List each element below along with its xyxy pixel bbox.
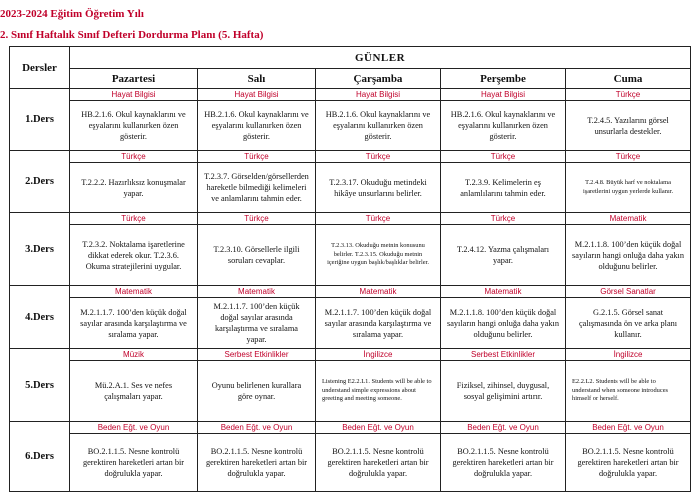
plan-cell xyxy=(198,213,316,286)
plan-cell xyxy=(566,286,691,349)
subject-label: Türkçe xyxy=(70,151,197,163)
subject-label: Hayat Bilgisi xyxy=(198,89,315,101)
objective-text: T.2.3.2. Noktalama işaretlerine dikkat ederek okur. T.2.3.6. Okuma stratejilerini uygular. xyxy=(82,239,185,271)
subject-label: Hayat Bilgisi xyxy=(316,89,440,101)
objective-text: BO.2.1.1.5. Nesne kontrolü gerektiren hareketleri artan bir doğrulukla yapar. xyxy=(452,447,554,478)
document-title: 2023-2024 Eğitim Öğretim Yılı xyxy=(0,8,144,20)
subject-label: Hayat Bilgisi xyxy=(70,89,197,101)
plan-cell xyxy=(566,349,691,422)
objective-text: BO.2.1.1.5. Nesne kontrolü gerektiren hareketleri artan bir doğrulukla yapar. xyxy=(205,447,308,478)
objective-text: T.2.3.17. Okuduğu metindeki hikâye unsurlarını belirler. xyxy=(329,177,427,198)
plan-cell xyxy=(441,286,566,349)
plan-cell xyxy=(566,213,691,286)
plan-cell xyxy=(316,213,441,286)
document-subtitle: 2. Sınıf Haftalık Sınıf Defteri Dordurma Planı (5. Hafta) xyxy=(0,29,264,41)
plan-cell xyxy=(70,151,198,213)
objective-text: T.2.3.10. Görsellerle ilgili soruları cevaplar. xyxy=(213,245,300,265)
lesson-row xyxy=(10,151,691,213)
plan-cell xyxy=(316,151,441,213)
lesson-label: 5.Ders xyxy=(10,349,70,422)
objective-text: T.2.4.12. Yazma çalışmaları yapar. xyxy=(456,245,550,265)
plan-cell xyxy=(316,89,441,151)
subject-label: Müzik xyxy=(70,349,197,361)
day-header: Çarşamba xyxy=(316,69,441,89)
subject-label: Matematik xyxy=(198,286,315,298)
plan-cell xyxy=(198,422,316,492)
objective-text: E2.2.L2. Students will be able to understand when someone introduces himself or herself. xyxy=(572,378,669,403)
subject-label: Türkçe xyxy=(441,151,565,163)
lesson-label: 3.Ders xyxy=(10,213,70,286)
header-gunler: GÜNLER xyxy=(70,47,691,69)
lesson-row xyxy=(10,286,691,349)
objective-text: HB.2.1.6. Okul kaynaklarını ve eşyalarını kullanırken özen gösterir. xyxy=(450,110,556,141)
lesson-label: 1.Ders xyxy=(10,89,70,151)
objective-text: M.2.1.1.8. 100’den küçük doğal sayıların hangi onluğa daha yakın olduğunu belirler. xyxy=(572,239,685,271)
plan-cell xyxy=(316,286,441,349)
lesson-row xyxy=(10,422,691,492)
subject-label: Görsel Sanatlar xyxy=(566,286,690,298)
objective-text: BO.2.1.1.5. Nesne kontrolü gerektiren hareketleri artan bir doğrulukla yapar. xyxy=(577,447,679,478)
subject-label: Türkçe xyxy=(70,213,197,225)
objective-text: M.2.1.1.7. 100’den küçük doğal sayılar arasında karşılaştırma ve sıralama yapar. xyxy=(324,307,432,339)
subject-label: Türkçe xyxy=(316,213,440,225)
objective-text: M.2.1.1.7. 100’den küçük doğal sayılar arasında karşılaştırma ve sıralama yapar. xyxy=(213,302,300,344)
lesson-row xyxy=(10,349,691,422)
subject-label: Beden Eğt. ve Oyun xyxy=(198,422,315,434)
objective-text: T.2.2.2. Hazırlıksız konuşmalar yapar. xyxy=(81,177,186,198)
objective-text: Listening E2.2.L1. Students will be able to understand simple expressions about greeting and meeting someone. xyxy=(322,378,432,403)
objective-text: G.2.1.5. Görsel sanat çalışmasında ön ve arka planı kullanır. xyxy=(578,307,678,339)
subject-label: Matematik xyxy=(441,286,565,298)
objective-text: M.2.1.1.7. 100’den küçük doğal sayılar arasında karşılaştırma ve sıralama yapar. xyxy=(80,307,187,339)
subject-label: Serbest Etkinlikler xyxy=(441,349,565,361)
day-header: Pazartesi xyxy=(70,69,198,89)
header-dersler: Dersler xyxy=(10,47,70,89)
plan-cell xyxy=(441,89,566,151)
plan-cell xyxy=(566,89,691,151)
subject-label: İngilizce xyxy=(566,349,690,361)
subject-label: Beden Eğt. ve Oyun xyxy=(70,422,197,434)
day-header: Salı xyxy=(198,69,316,89)
subject-label: Türkçe xyxy=(441,213,565,225)
objective-text: T.2.3.7. Görselden/görsellerden hareketle bilmediği kelimeleri ve anlamlarını tahmin eder. xyxy=(204,172,309,203)
plan-cell xyxy=(316,422,441,492)
day-header: Cuma xyxy=(566,69,691,89)
plan-cell xyxy=(566,151,691,213)
plan-cell xyxy=(441,349,566,422)
objective-text: BO.2.1.1.5. Nesne kontrolü gerektiren hareketleri artan bir doğrulukla yapar. xyxy=(327,447,429,478)
weekly-plan-table xyxy=(9,46,691,492)
plan-cell xyxy=(198,349,316,422)
lesson-label: 4.Ders xyxy=(10,286,70,349)
subject-label: Beden Eğt. ve Oyun xyxy=(316,422,440,434)
objective-text: BO.2.1.1.5. Nesne kontrolü gerektiren hareketleri artan bir doğrulukla yapar. xyxy=(82,447,185,478)
plan-cell xyxy=(70,349,198,422)
plan-cell xyxy=(70,286,198,349)
objective-text: HB.2.1.6. Okul kaynaklarını ve eşyalarını kullanırken özen gösterir. xyxy=(81,110,186,141)
subject-label: İngilizce xyxy=(316,349,440,361)
subject-label: Türkçe xyxy=(198,213,315,225)
subject-label: Türkçe xyxy=(566,89,690,101)
objective-text: T.2.3.9. Kelimelerin eş anlamlılarını tahmin eder. xyxy=(460,177,546,198)
objective-text: Mü.2.A.1. Ses ve nefes çalışmaları yapar. xyxy=(94,381,173,401)
objective-text: M.2.1.1.8. 100’den küçük doğal sayıların hangi onluğa daha yakın olduğunu belirler. xyxy=(447,307,559,339)
subject-label: Matematik xyxy=(316,286,440,298)
subject-label: Türkçe xyxy=(566,151,690,163)
subject-label: Beden Eğt. ve Oyun xyxy=(441,422,565,434)
objective-text: Oyunu belirlenen kurallara göre oynar. xyxy=(211,381,302,401)
plan-cell xyxy=(198,89,316,151)
plan-cell xyxy=(441,213,566,286)
subject-label: Beden Eğt. ve Oyun xyxy=(566,422,690,434)
objective-text: Fiziksel, zihinsel, duygusal, sosyal gelişimini artırır. xyxy=(456,381,550,401)
objective-text: T.2.3.13. Okuduğu metnin konusunu belirler. T.2.3.15. Okuduğu metnin içeriğine uygun başlık/başlıklar belirler. xyxy=(327,242,429,267)
plan-cell xyxy=(70,89,198,151)
plan-cell xyxy=(70,422,198,492)
subject-label: Hayat Bilgisi xyxy=(441,89,565,101)
lesson-label: 2.Ders xyxy=(10,151,70,213)
subject-label: Matematik xyxy=(70,286,197,298)
plan-cell xyxy=(70,213,198,286)
lesson-row xyxy=(10,213,691,286)
subject-label: Türkçe xyxy=(198,151,315,163)
objective-text: T.2.4.5. Yazılarını görsel unsurlarla destekler. xyxy=(587,115,669,136)
lesson-row xyxy=(10,89,691,151)
subject-label: Matematik xyxy=(566,213,690,225)
plan-cell xyxy=(566,422,691,492)
lesson-label: 6.Ders xyxy=(10,422,70,492)
subject-label: Serbest Etkinlikler xyxy=(198,349,315,361)
plan-cell xyxy=(198,286,316,349)
subject-label: Türkçe xyxy=(316,151,440,163)
objective-text: HB.2.1.6. Okul kaynaklarını ve eşyalarını kullanırken özen gösterir. xyxy=(325,110,431,141)
objective-text: T.2.4.8. Büyük harf ve noktalama işaretlerini uygun yerlerde kullanır. xyxy=(582,179,674,195)
plan-cell xyxy=(441,151,566,213)
day-header: Perşembe xyxy=(441,69,566,89)
plan-cell xyxy=(441,422,566,492)
plan-cell xyxy=(198,151,316,213)
plan-cell xyxy=(316,349,441,422)
objective-text: HB.2.1.6. Okul kaynaklarını ve eşyalarını kullanırken özen gösterir. xyxy=(204,110,309,141)
